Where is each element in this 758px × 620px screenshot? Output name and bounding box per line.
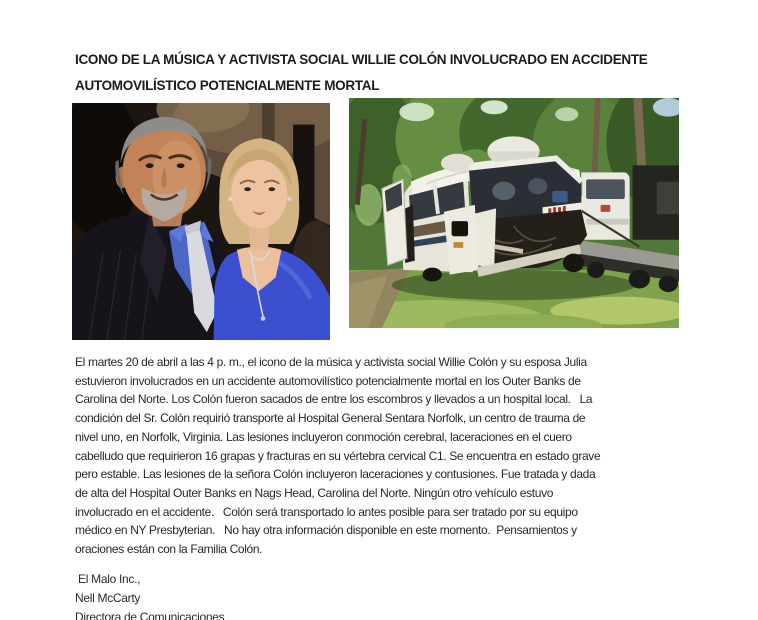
headline: ICONO DE LA MÚSICA Y ACTIVISTA SOCIAL WILLIE COLÓN INVOLUCRADO EN ACCIDENTE AUTOMOVILÍSTICO POTENCIALMENTE MORTAL bbox=[75, 52, 648, 94]
body-paragraph bbox=[75, 353, 735, 559]
crash-photo bbox=[349, 98, 679, 328]
signature-name: Nell McCarty bbox=[75, 591, 141, 605]
couple-photo bbox=[72, 103, 330, 340]
signature-company: El Malo Inc., bbox=[75, 572, 141, 586]
couple-photo-illustration bbox=[72, 103, 330, 340]
signature-block bbox=[75, 570, 475, 620]
body-line: de alta del Hospital Outer Banks en Nags Head, Carolina del Norte. Ningún otro vehículo estuvo bbox=[75, 485, 554, 500]
body-line: oraciones están con la Familia Colón. bbox=[75, 542, 263, 557]
body-line: El martes 20 de abril a las 4 p. m., el icono de la música y activista social Willie Colón y su esposa Julia bbox=[75, 355, 587, 369]
body-line: involucrado en el accidente. Colón será transportado lo antes posible para ser tratado por su equipo bbox=[75, 504, 578, 519]
tow-truck bbox=[577, 165, 679, 292]
signature-title: Directora de Comunicaciones bbox=[75, 610, 225, 620]
body-line: condición del Sr. Colón requirió transporte al Hospital General Sentara Norfolk, un centro de trauma de bbox=[75, 411, 586, 426]
body-line: pero estable. Las lesiones de la señora Colón incluyeron laceraciones y contusiones. Fue tratada y dada bbox=[75, 467, 596, 482]
body-line: nivel uno, en Norfolk, Virginia. Las lesiones incluyeron conmoción cerebral, laceraciones en el cuero bbox=[75, 429, 572, 444]
body-line: cabelludo que requirieron 16 grapas y fracturas en su vértebra cervical C1. Se encuentra en estado grave bbox=[75, 448, 601, 463]
body-line: médico en NY Presbyterian. No hay otra información disponible en este momento. Pensamientos y bbox=[75, 523, 577, 538]
crash-photo-illustration bbox=[349, 98, 679, 328]
body-line: Carolina del Norte. Los Colón fueron sacados de entre los escombros y llevados a un hospital local. La bbox=[75, 392, 593, 407]
body-line: estuvieron involucrados en un accidente automovilístico potencialmente mortal en los Outer Banks de bbox=[75, 373, 581, 388]
